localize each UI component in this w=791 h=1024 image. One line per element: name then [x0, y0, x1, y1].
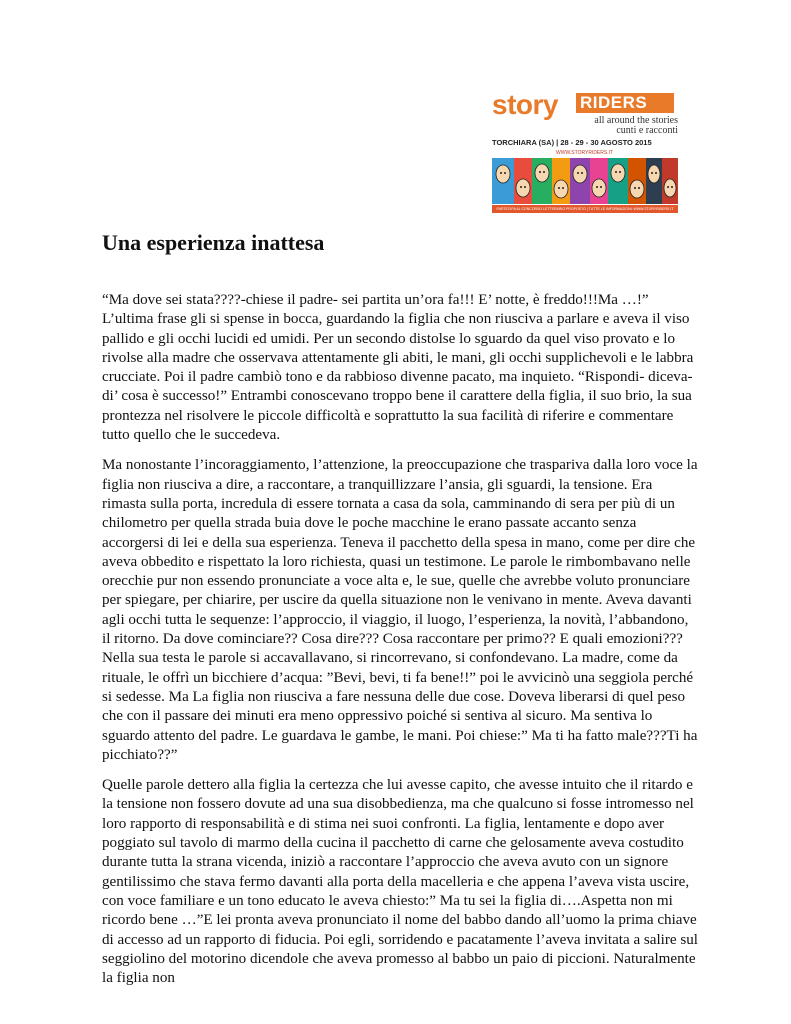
story-riders-poster: [488, 88, 684, 216]
poster-tagline-2: cunti e racconti: [616, 125, 678, 136]
poster-faces-illustration: [492, 158, 678, 204]
logo-story-text: story: [492, 89, 558, 120]
paragraph: Quelle parole dettero alla figlia la certezza che lui avesse capito, che avesse intuito che il ritardo e la tensione non fossero dovute ad una sua disobbedienza, ma che qualcuno si fosse intromesso nel loro rapporto di responsabilità e di stima nei suoi confronti. La figlia, lentamente e dopo aver poggiato sul tavolo di marmo della cucina il pacchetto di carne che gelosamente aveva costudito durante tutta la strana vicenda, iniziò a raccontare l’approccio che aveva avuto con un signore gentilissimo che stava fermo davanti alla porta della macelleria e che appena l’aveva vista uscire, con voce familiare e un tono educato le aveva chiesto:” Ma tu sei la figlia di….Aspetta non mi ricordo bene …”E lei pronta aveva pronunciato il nome del babbo dando all’uomo la prima chiave di accesso ad un rapporto di fiducia. Poi egli, sorridendo e pacatamente l’aveva invitata a salire sul seggiolino del motorino dicendole che aveva promesso al babbo un paio di piccioni. Naturalmente la figlia non: [102, 777, 698, 987]
logo-riders-text: RIDERS: [576, 93, 674, 113]
paragraph: “Ma dove sei stata????-chiese il padre- sei partita un’ora fa!!! E’ notte, è freddo!!!Ma …!” L’ultima frase gli si spense in bocca, guardando la figlia che non riusciva a parlare e aveva il viso pallido e gli occhi lucidi ed umidi. Per un secondo distolse lo sguardo da quel viso provato e lo rivolse alla madre che osservava attentamente gli abiti, le mani, gli occhi supplichevoli e le labbra crucciate. Poi il padre cambiò tono e da rabbioso divenne pacato, ma inquieto. “Rispondi- diceva- di’ cosa è successo!” Entrambi conoscevano troppo bene il carattere della figlia, il suo brio, la sua prontezza nel risolvere le piccole difficoltà e soprattutto la sua facilità di riferire e commentare tutto quello che le succedeva.: [102, 292, 694, 444]
paragraph: Ma nonostante l’incoraggiamento, l’attenzione, la preoccupazione che traspariva dalla loro voce la figlia non riusciva a dire, a raccontare, a tranquillizzare l’ansia, gli sguardi, la tensione. Era rimasta sulla porta, incredula di essere tornata a casa da sola, camminando di sera per più di un chilometro per quella strada buia dove le poche macchine le erano passate accanto senza accorgersi di lei e della sua esperienza. Teneva il pacchetto della spesa in mano, come per dire che aveva obbedito e rispettato la loro richiesta, quasi un testimone. Le parole le rimbombavano nelle orecchie pur non essendo pronunciate a voce alta e, le sue, quelle che avrebbe voluto pronunciare per spiegare, per chiarire, per uscire da quella situazione non le venivano in mente. Aveva davanti agli occhi tutta le sequenze: l’approccio, il viaggio, il luogo, l’esperienza, la novità, l’abbandono, il ritorno. Da dove cominciare?? Cosa dire??? Cosa raccontare per primo?? E quali emozioni??? Nella sua testa le parole si accavallavano, si rincorrevano, si confondevano. La madre, come da rituale, le offrì un bicchiere d’acqua: ”Bevi, bevi, ti fa bene!!” poi le avvicinò una seggiola perché si sedesse. Ma La figlia non riusciva a fare nessuna delle due cose. Doveva liberarsi di quel peso che con il passare dei minuti era meno oppressivo poiché si sentiva al sicuro. Ma sentiva lo sguardo attento del padre. Le guardava le gambe, le mani. Poi chiese:” Ma ti ha fatto male???Ti ha picchiato??”: [102, 457, 698, 763]
poster-dates: TORCHIARA (SA) | 28 - 29 - 30 AGOSTO 2015: [492, 138, 652, 147]
poster-website: WWW.STORYRIDERS.IT: [556, 150, 614, 156]
poster-tagline-1: all around the stories: [594, 115, 678, 126]
document-body: [102, 291, 698, 999]
document-title: Una esperienza inattesa: [102, 230, 325, 255]
poster-footer-strip: PARTECIPA AL CONCORSO LETTERARIO PROPOSTO | TUTTE LE INFORMAZIONI: WWW.STORYRIDERS.IT: [492, 205, 678, 213]
